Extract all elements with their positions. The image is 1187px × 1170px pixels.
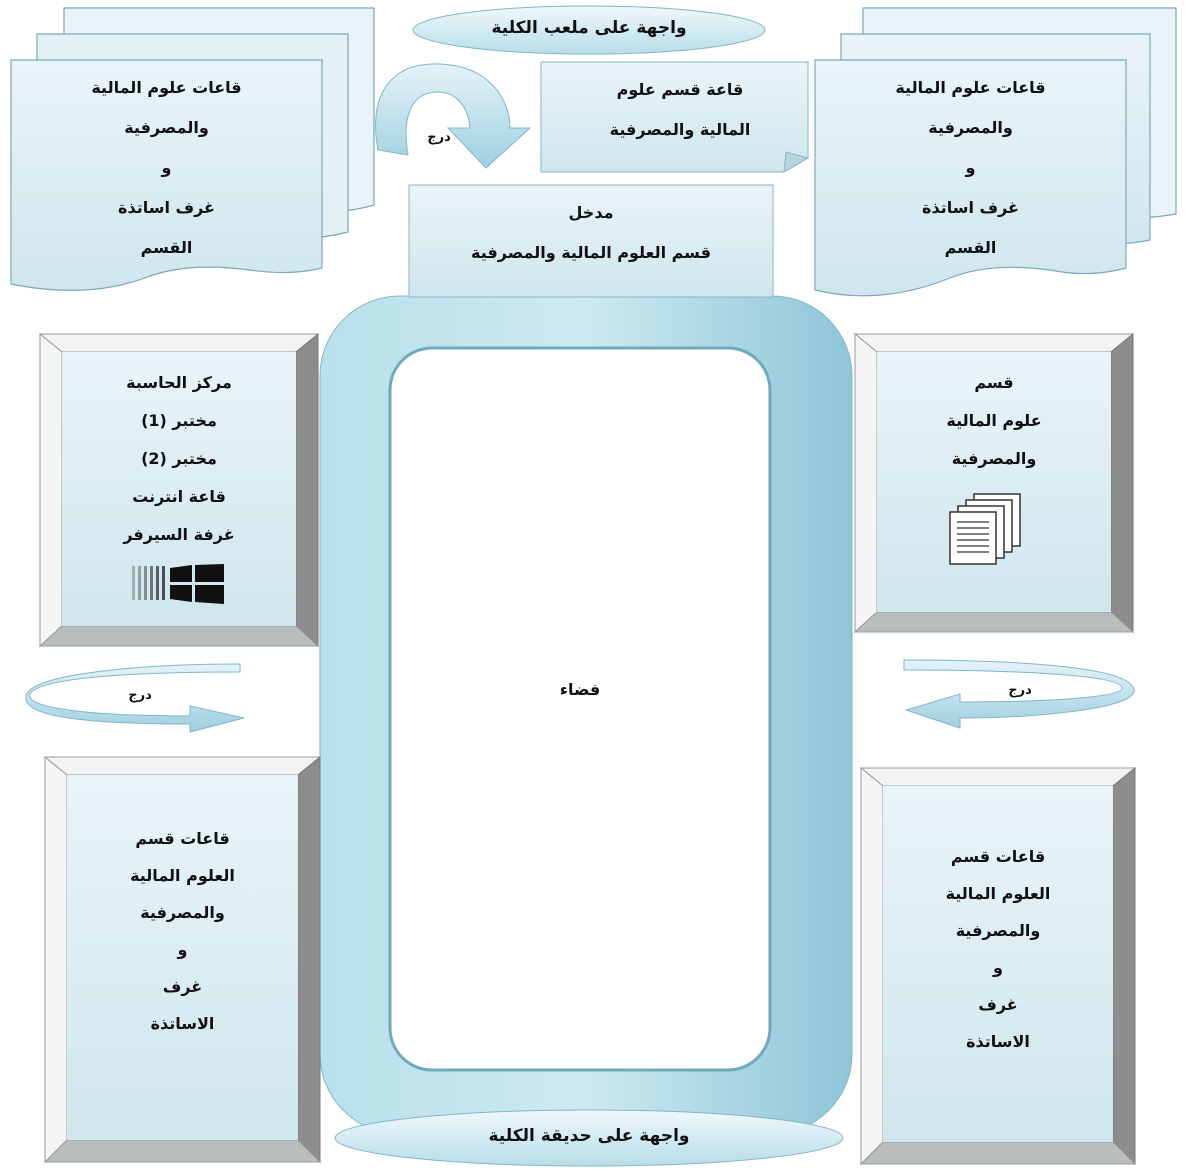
top-stairs-label: درج xyxy=(427,130,451,145)
center-space-label: فضاء xyxy=(559,680,601,699)
line: والمصرفية xyxy=(124,118,209,137)
line: والمصرفية xyxy=(140,903,225,922)
bottom-left-halls-label xyxy=(67,820,298,1042)
line: العلوم المالية xyxy=(945,884,1051,903)
central-courtyard-ring xyxy=(320,296,852,1134)
bottom-banner-label: واجهة على حديقة الكلية xyxy=(488,1126,690,1146)
line: قاعة انترنت xyxy=(132,487,226,506)
line: القسم xyxy=(140,238,193,257)
left-stairs-label: درج xyxy=(128,688,152,703)
line: قاعات علوم المالية xyxy=(895,78,1046,97)
right-stairs-label: درج xyxy=(1008,683,1032,698)
line: غرف اساتذة xyxy=(118,198,215,217)
line: غرف xyxy=(978,995,1018,1014)
line: قاعات قسم xyxy=(950,847,1046,866)
computer-center-label xyxy=(62,364,296,554)
line: والمصرفية xyxy=(928,118,1013,137)
department-hall-label xyxy=(555,70,805,150)
center-space-area xyxy=(390,348,770,1070)
line: مختبر (1) xyxy=(141,411,217,430)
line: القسم xyxy=(944,238,997,257)
line: المالية والمصرفية xyxy=(609,120,751,139)
line: قاعات قسم xyxy=(135,829,230,848)
top-stairs-arrow xyxy=(376,64,530,168)
line: الاساتذة xyxy=(150,1014,215,1033)
line: قاعة قسم علوم xyxy=(616,80,744,99)
line: و xyxy=(965,158,976,177)
line: الاساتذة xyxy=(966,1032,1030,1051)
line: غرف xyxy=(162,977,203,996)
line: مختبر (2) xyxy=(141,449,217,468)
line: قسم xyxy=(974,373,1014,392)
line: مدخل xyxy=(568,203,614,222)
top-left-stack-label xyxy=(11,68,322,268)
top-banner-label: واجهة على ملعب الكلية xyxy=(491,18,687,38)
line: قاعات علوم المالية xyxy=(91,78,242,97)
line: العلوم المالية xyxy=(130,866,235,885)
department-label xyxy=(877,364,1111,478)
entrance-label xyxy=(409,193,773,273)
line: قسم العلوم المالية والمصرفية xyxy=(471,243,711,262)
bottom-right-halls-label xyxy=(883,838,1113,1060)
top-right-stack-label xyxy=(815,68,1126,268)
line: علوم المالية xyxy=(946,411,1042,430)
line: و xyxy=(161,158,172,177)
line: غرف اساتذة xyxy=(922,198,1019,217)
line: و xyxy=(177,940,188,959)
line: مركز الحاسبة xyxy=(126,373,232,392)
line: والمصرفية xyxy=(955,921,1041,940)
line: و xyxy=(993,958,1003,977)
line: غرفة السيرفر xyxy=(123,525,235,544)
line: والمصرفية xyxy=(951,449,1037,468)
